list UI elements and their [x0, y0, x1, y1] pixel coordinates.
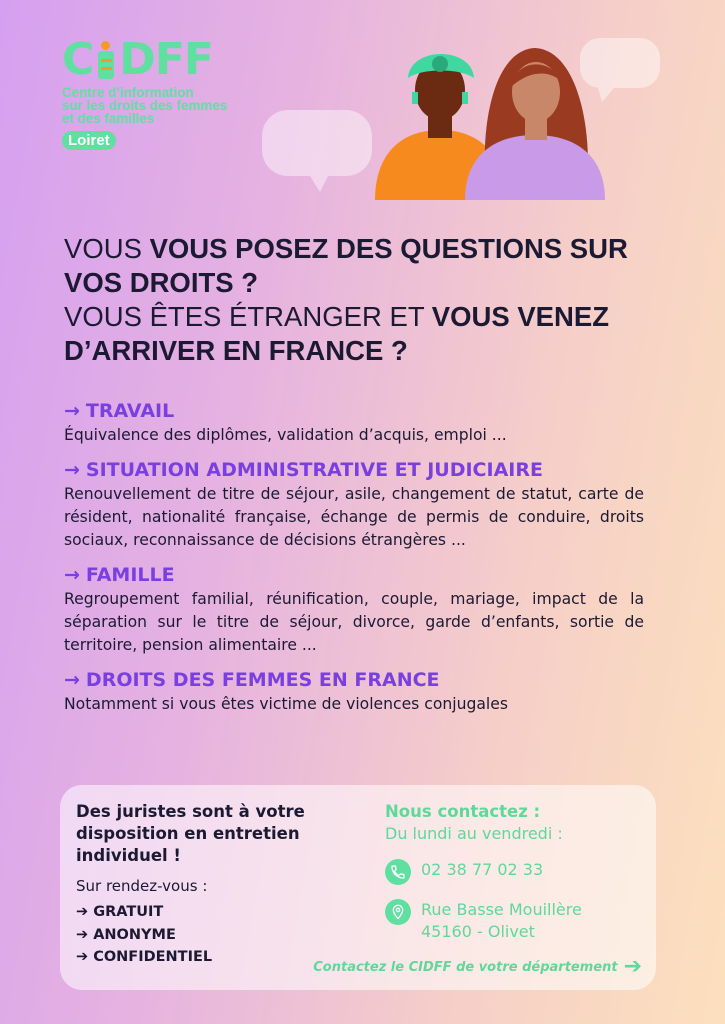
- section-body: Renouvellement de titre de séjour, asile, changement de statut, carte de résident, nationalité française, échange de permis de conduire, droits sociaux, reconnaissance de décisions étrangères ...: [64, 485, 644, 549]
- section-body: Regroupement familial, réunification, couple, mariage, impact de la séparation sur le titre de séjour, divorce, garde d’enfants, sortie de territoire, pension alimentaire ...: [64, 590, 644, 654]
- section-droits-des-femmes: [64, 667, 644, 716]
- arrow-right-icon: →: [64, 564, 80, 586]
- contact-info: [385, 801, 645, 943]
- section-situation-administrative: [64, 457, 644, 552]
- phone-number[interactable]: 02 38 77 02 33: [421, 860, 544, 879]
- section-body: Équivalence des diplômes, validation d’acquis, emploi ...: [64, 426, 507, 444]
- arrow-right-icon: →: [64, 400, 80, 422]
- opening-hours: Du lundi au vendredi :: [385, 824, 563, 843]
- appointment-info: [76, 801, 356, 969]
- department-contact-link[interactable]: Contactez le CIDFF de votre département ➔: [313, 954, 642, 979]
- arrow-right-icon: →: [64, 459, 80, 481]
- address-row: [385, 899, 645, 943]
- arrow-right-icon: ➔: [623, 954, 642, 979]
- logo-wordmark: [62, 36, 262, 84]
- logo-letter-c: C: [62, 34, 94, 85]
- appointment-label: Sur rendez-vous :: [76, 877, 208, 895]
- list-item: ➔ ANONYME: [76, 926, 176, 943]
- section-title: → DROITS DES FEMMES EN FRANCE: [64, 669, 440, 691]
- topic-sections: [64, 398, 644, 726]
- phone-row[interactable]: [385, 859, 645, 885]
- list-item: ➔ GRATUIT: [76, 904, 164, 920]
- lawyers-availability-text: Des juristes sont à votre disposition en entretien individuel !: [76, 802, 305, 865]
- speech-bubble-icon: [262, 110, 372, 192]
- women-illustration: [250, 30, 670, 200]
- headline: VOUS VOUS POSEZ DES QUESTIONS SUR VOS DROITS ? VOUS ÊTES ÉTRANGER ET VOUS VENEZ D’ARRIVER EN FRANCE ?: [64, 233, 628, 366]
- section-title: → SITUATION ADMINISTRATIVE ET JUDICIAIRE: [64, 459, 543, 481]
- section-travail: [64, 398, 644, 447]
- logo-region-badge: Loiret: [62, 131, 116, 150]
- section-title: → TRAVAIL: [64, 400, 175, 422]
- arrow-right-icon: →: [64, 669, 80, 691]
- contact-title: Nous contactez :: [385, 802, 541, 821]
- logo-subtitle: Centre d’information sur les droits des femmes et des familles: [62, 85, 228, 126]
- section-title: → FAMILLE: [64, 564, 175, 586]
- contact-card: [60, 785, 656, 990]
- logo-i-glyph: [96, 41, 116, 79]
- section-body: Notamment si vous êtes victime de violences conjugales: [64, 695, 508, 713]
- logo-letters-dff: DFF: [119, 34, 213, 85]
- location-pin-icon: [385, 899, 411, 925]
- address: Rue Basse Mouillère 45160 - Olivet: [421, 900, 582, 941]
- phone-icon: [385, 859, 411, 885]
- cidff-logo: [62, 36, 262, 150]
- speech-bubble-icon: [580, 38, 660, 102]
- list-item: ➔ CONFIDENTIEL: [76, 949, 213, 965]
- section-famille: [64, 562, 644, 657]
